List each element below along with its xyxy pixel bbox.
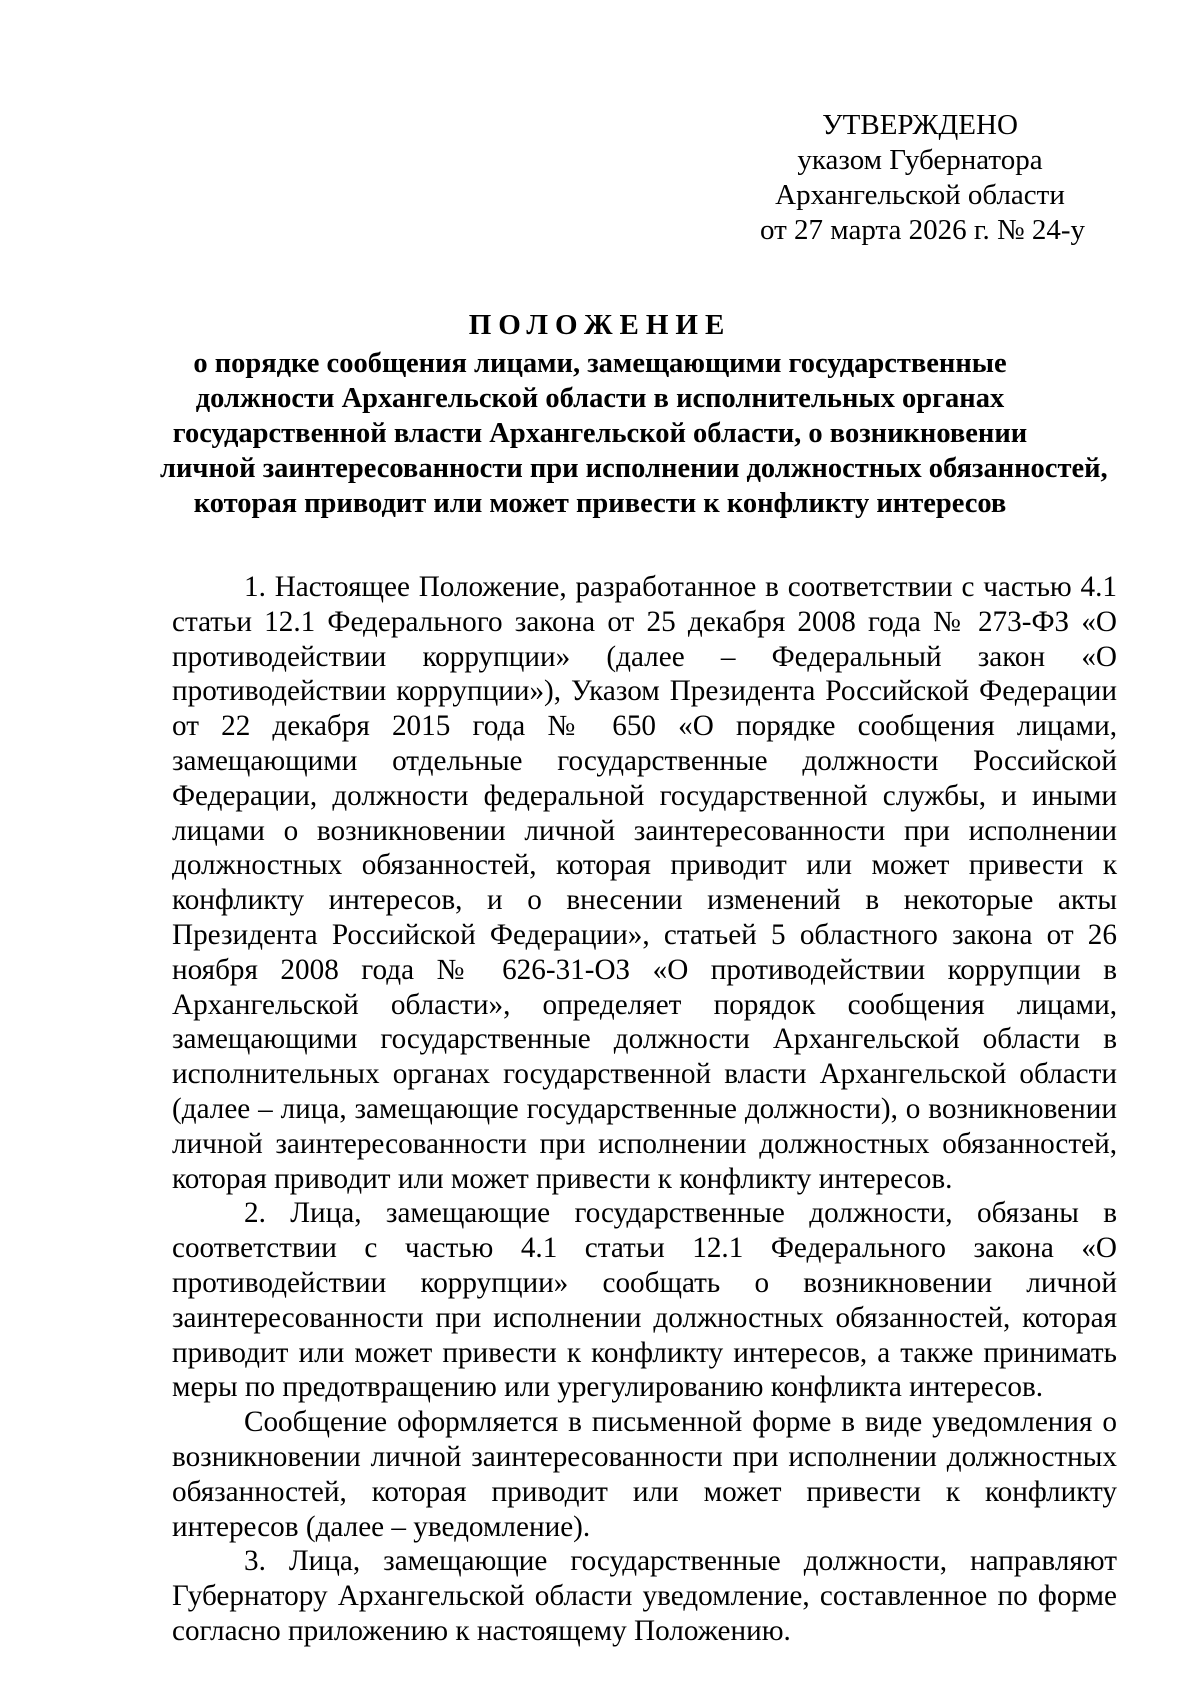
document-body — [172, 570, 1117, 1649]
document-title: ПОЛОЖЕНИЕ — [468, 309, 732, 341]
approval-authority: указом Губернатора — [797, 144, 1043, 176]
approval-heading: УТВЕРЖДЕНО — [822, 109, 1018, 141]
document-subtitle-line: государственной власти Архангельской области, о возникновении — [172, 418, 1028, 449]
document-subtitle-line: должности Архангельской области в исполнительных органах — [195, 383, 1005, 414]
document-subtitle-line: которая приводит или может привести к конфликту интересов — [193, 488, 1007, 519]
approval-stamp — [760, 108, 1086, 248]
paragraph-2-continuation: Сообщение оформляется в письменной форме в виде уведомления о возникновении личной заинтересованности при исполнении должностных обязанностей, которая приводит или может привести к конфликту интересов (далее – уведомление). — [172, 1406, 1117, 1543]
document-title-block — [160, 308, 1108, 521]
paragraph-2: 2. Лица, замещающие государственные должности, обязаны в соответствии с частью 4.1 статьи 12.1 Федерального закона «О противодействии коррупции» сообщать о возникновении личной заинтересованности при исполнении должностных обязанностей, которая приводит или может привести к конфликту интересов, а также принимать меры по предотвращению или урегулированию конфликта интересов. — [172, 1197, 1117, 1404]
paragraph-3: 3. Лица, замещающие государственные должности, направляют Губернатору Архангельской области уведомление, составленное по форме согласно приложению к настоящему Положению. — [172, 1545, 1117, 1647]
paragraph-1: 1. Настоящее Положение, разработанное в соответствии с частью 4.1 статьи 12.1 Федерального закона от 25 декабря 2008 года № 273-ФЗ «О противодействии коррупции» (далее – Федеральный закон «О противодействии коррупции»), Указом Президента Российской Федерации от 22 декабря 2015 года № 650 «О порядке сообщения лицами, замещающими отдельные государственные должности Российской Федерации, должности федеральной государственной службы, и иными лицами о возникновении личной заинтересованности при исполнении должностных обязанностей, которая приводит или может привести к конфликту интересов, и о внесении изменений в некоторые акты Президента Российской Федерации», статьей 5 областного закона от 26 ноября 2008 года № 626-31-ОЗ «О противодействии коррупции в Архангельской области», определяет порядок сообщения лицами, замещающими государственные должности Архангельской области в исполнительных органах государственной власти Архангельской области (далее – лица, замещающие государственные должности), о возникновении личной заинтересованности при исполнении должностных обязанностей, которая приводит или может привести к конфликту интересов. — [172, 571, 1117, 1195]
approval-region: Архангельской области — [775, 179, 1065, 211]
document-subtitle-line: о порядке сообщения лицами, замещающими государственные — [193, 348, 1007, 379]
document-subtitle-line: личной заинтересованности при исполнении должностных обязанностей, — [160, 453, 1108, 484]
approval-date-number: от 27 марта 2026 г. № 24-у — [760, 214, 1086, 246]
